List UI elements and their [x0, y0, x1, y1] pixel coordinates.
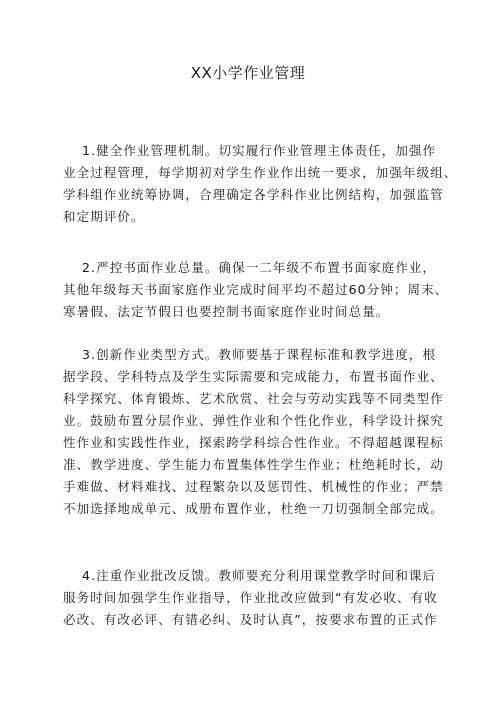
paragraph-line: 准、教学进度、学生能力布置集体性学生作业；杜绝耗时长，动 [63, 457, 444, 472]
paragraph-line: 学科组作业统筹协调，合理确定各学科作业比例结构，加强监管 [63, 187, 444, 202]
paragraph-line: 3.创新作业类型方式。教师要基于课程标准和教学进度，根 [82, 347, 437, 362]
paragraph-line: 4.注重作业批改反馈。教师要充分利用课堂教学时间和课后 [82, 568, 437, 583]
paragraph-line: 其他年级每天书面家庭作业完成时间平均不超过60分钟；周末、 [63, 282, 449, 297]
paragraph-1 [63, 140, 458, 228]
paragraph-line: 寒暑假、法定节假日也要控制书面家庭作业时间总量。 [63, 304, 390, 319]
paragraph-2 [63, 257, 449, 323]
paragraph-line: 1.健全作业管理机制。切实履行作业管理主体责任，加强作 [82, 143, 437, 158]
paragraph-line: 服务时间加强学生作业指导，作业批改应做到“有发必收、有收 [63, 590, 438, 605]
paragraph-3 [63, 344, 444, 520]
paragraph-line: 科学探究、体育锻炼、艺术欣赏、社会与劳动实践等不同类型作 [63, 391, 444, 406]
paragraph-line: 据学段、学科特点及学生实际需要和完成能力，布置书面作业、 [63, 369, 444, 384]
paragraph-line: 性作业和实践性作业，探索跨学科综合性作业。不得超越课程标 [63, 435, 444, 450]
paragraph-line: 2.严控书面作业总量。确保一二年级不布置书面家庭作业， [82, 260, 437, 275]
paragraph-line: 和定期评价。 [63, 209, 145, 224]
paragraph-line: 不加选择地成单元、成册布置作业，杜绝一刀切强制全部完成。 [63, 501, 444, 516]
paragraph-line: 业。鼓励布置分层作业、弹性作业和个性化作业，科学设计探究 [63, 413, 444, 428]
paragraph-4 [63, 565, 438, 631]
paragraph-line: 必改、有改必评、有错必纠、及时认真”，按要求布置的正式作 [63, 612, 438, 627]
paragraph-line: 业全过程管理，每学期初对学生作业作出统一要求，加强年级组、 [63, 165, 458, 180]
paragraph-line: 手难做、材料难找、过程繁杂以及惩罚性、机械性的作业；严禁 [63, 479, 444, 494]
page-title: XX小学作业管理 [190, 64, 306, 82]
